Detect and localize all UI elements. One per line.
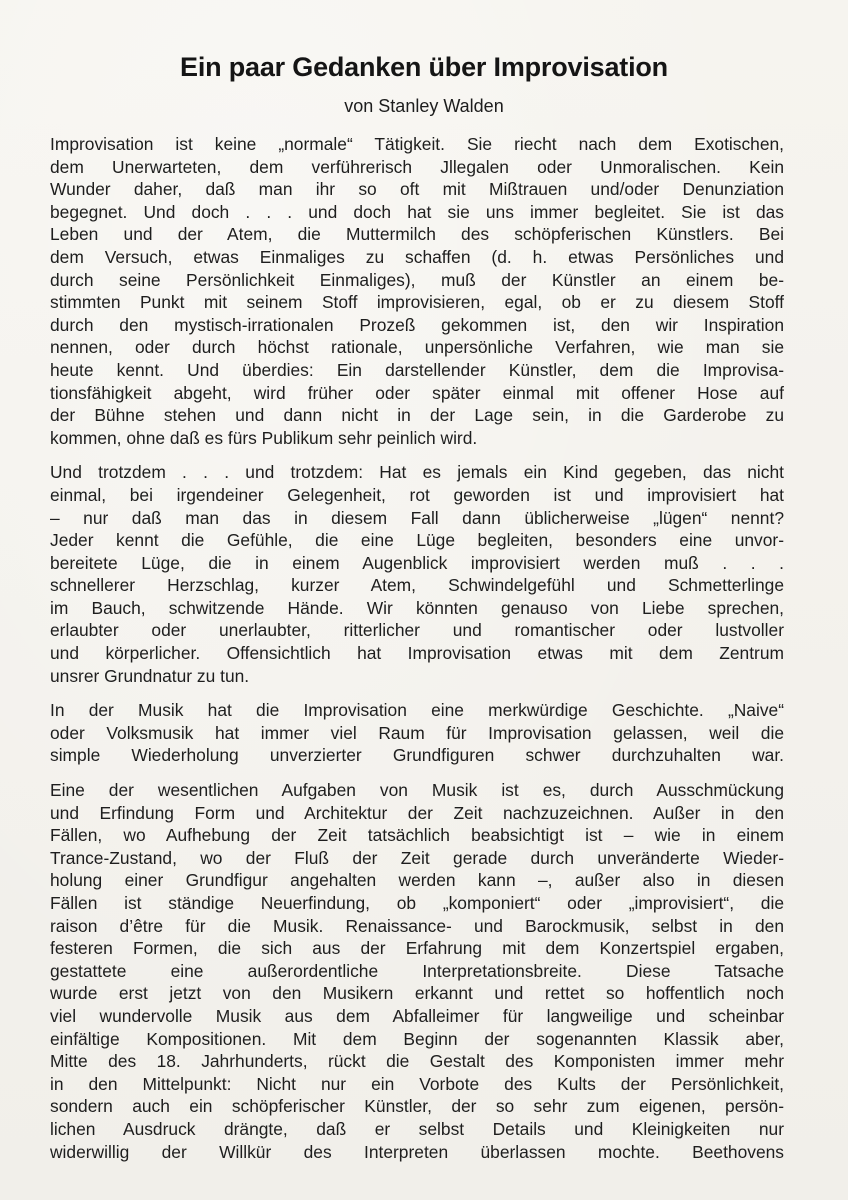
text-line: erlaubter oder unerlaubter, ritterlicher und romantischer oder lustvoller [50,620,784,641]
text-line: nennen, oder durch höchst rationale, unpersönliche Verfahren, wie man sie [50,337,784,358]
text-line: stimmten Punkt mit seinem Stoff improvisieren, egal, ob er zu diesem Stoff [50,292,784,313]
text-line: einmal, bei irgendeiner Gelegenheit, rot geworden ist und improvisiert hat [50,484,784,505]
text-line: Jeder kennt die Gefühle, die eine Lüge begleiten, besonders eine unvor- [50,530,784,551]
text-line: Eine der wesentlichen Aufgaben von Musik ist es, durch Ausschmückung [50,780,784,801]
paragraph [50,699,784,767]
text-line: sondern auch ein schöpferischer Künstler, der so sehr zum eigenen, persön- [50,1096,784,1117]
text-line: Improvisation ist keine „normale“ Tätigkeit. Sie riecht nach dem Exotischen, [50,134,784,154]
text-line: oder Volksmusik hat immer viel Raum für Improvisation gelassen, weil die [50,722,784,743]
text-line: Und trotzdem . . . und trotzdem: Hat es jemals ein Kind gegeben, das nicht [50,462,784,483]
text-line: einfältige Kompositionen. Mit dem Beginn der sogenannten Klassik aber, [50,1028,784,1049]
text-line: dem Versuch, etwas Einmaliges zu schaffen (d. h. etwas Persönliches und [50,246,784,267]
text-line: und Erfindung Form und Architektur der Zeit nachzuzeichnen. Außer in den [50,802,784,823]
text-line: simple Wiederholung unverzierter Grundfiguren schwer durchzuhalten war. [50,745,784,766]
text-line: Trance-Zustand, wo der Fluß der Zeit gerade durch unveränderte Wieder- [50,847,784,868]
author-byline: von Stanley Walden [344,96,504,116]
article-body [50,133,784,1175]
text-line: im Bauch, schwitzende Hände. Wir könnten genauso von Liebe sprechen, [50,597,784,618]
text-line: begegnet. Und doch . . . und doch hat sie uns immer begleitet. Sie ist das [50,201,784,222]
text-line: Fällen, wo Aufhebung der Zeit tatsächlich beabsichtigt ist – wie in einem [50,825,784,846]
text-line: durch seine Persönlichkeit Einmaliges), muß der Künstler an einem be- [50,269,784,290]
text-line: und körperlicher. Offensichtlich hat Improvisation etwas mit dem Zentrum [50,643,784,664]
text-line: durch den mystisch-irrationalen Prozeß gekommen ist, den wir Inspiration [50,314,784,335]
text-line: widerwillig der Willkür des Interpreten überlassen mochte. Beethovens [50,1141,784,1162]
text-line: tionsfähigkeit abgeht, wird früher oder später einmal mit offener Hose auf [50,382,784,403]
text-line: viel wundervolle Musik aus dem Abfalleimer für langweilige und scheinbar [50,1005,784,1026]
text-line: bereitete Lüge, die in einem Augenblick improvisiert werden muß . . . [50,552,784,573]
text-line: – nur daß man das in diesem Fall dann üblicherweise „lügen“ nennt? [50,507,784,528]
text-line: raison d’être für die Musik. Renaissance- und Barockmusik, selbst in den [50,915,784,936]
text-line: in den Mittelpunkt: Nicht nur ein Vorbote des Kults der Persönlichkeit, [50,1073,784,1094]
text-line: lichen Ausdruck drängte, daß er selbst Details und Kleinigkeiten nur [50,1118,784,1139]
paragraph [50,779,784,1163]
text-line: wurde erst jetzt von den Musikern erkannt und rettet so hoffentlich noch [50,983,784,1004]
paragraph [50,461,784,687]
text-line: schnellerer Herzschlag, kurzer Atem, Schwindelgefühl und Schmetterlinge [50,575,784,596]
text-line: Fällen ist ständige Neuerfindung, ob „komponiert“ oder „improvisiert“, die [50,893,784,913]
paragraph [50,133,784,449]
text-line: festeren Formen, die sich aus der Erfahrung mit dem Konzertspiel ergaben, [50,938,784,959]
text-line: der Bühne stehen und dann nicht in der Lage sein, in die Garderobe zu [50,405,784,426]
text-line: unsrer Grundnatur zu tun. [50,665,250,686]
text-line: Mitte des 18. Jahrhunderts, rückt die Gestalt des Komponisten immer mehr [50,1051,784,1072]
text-line: holung einer Grundfigur angehalten werden kann –, außer also in diesen [50,870,784,891]
text-line: Leben und der Atem, die Muttermilch des schöpferischen Künstlers. Bei [50,224,784,245]
text-line: gestattete eine außerordentliche Interpretationsbreite. Diese Tatsache [50,960,784,981]
text-line: kommen, ohne daß es fürs Publikum sehr peinlich wird. [50,427,478,448]
text-line: Wunder daher, daß man ihr so oft mit Mißtrauen und/oder Denunziation [50,179,784,200]
text-line: dem Unerwarteten, dem verführerisch Jllegalen oder Unmoralischen. Kein [50,156,784,177]
text-line: heute kennt. Und überdies: Ein darstellender Künstler, dem die Improvisa- [50,359,784,380]
page-title: Ein paar Gedanken über Improvisation [180,52,668,82]
text-line: In der Musik hat die Improvisation eine merkwürdige Geschichte. „Naive“ [50,700,784,721]
